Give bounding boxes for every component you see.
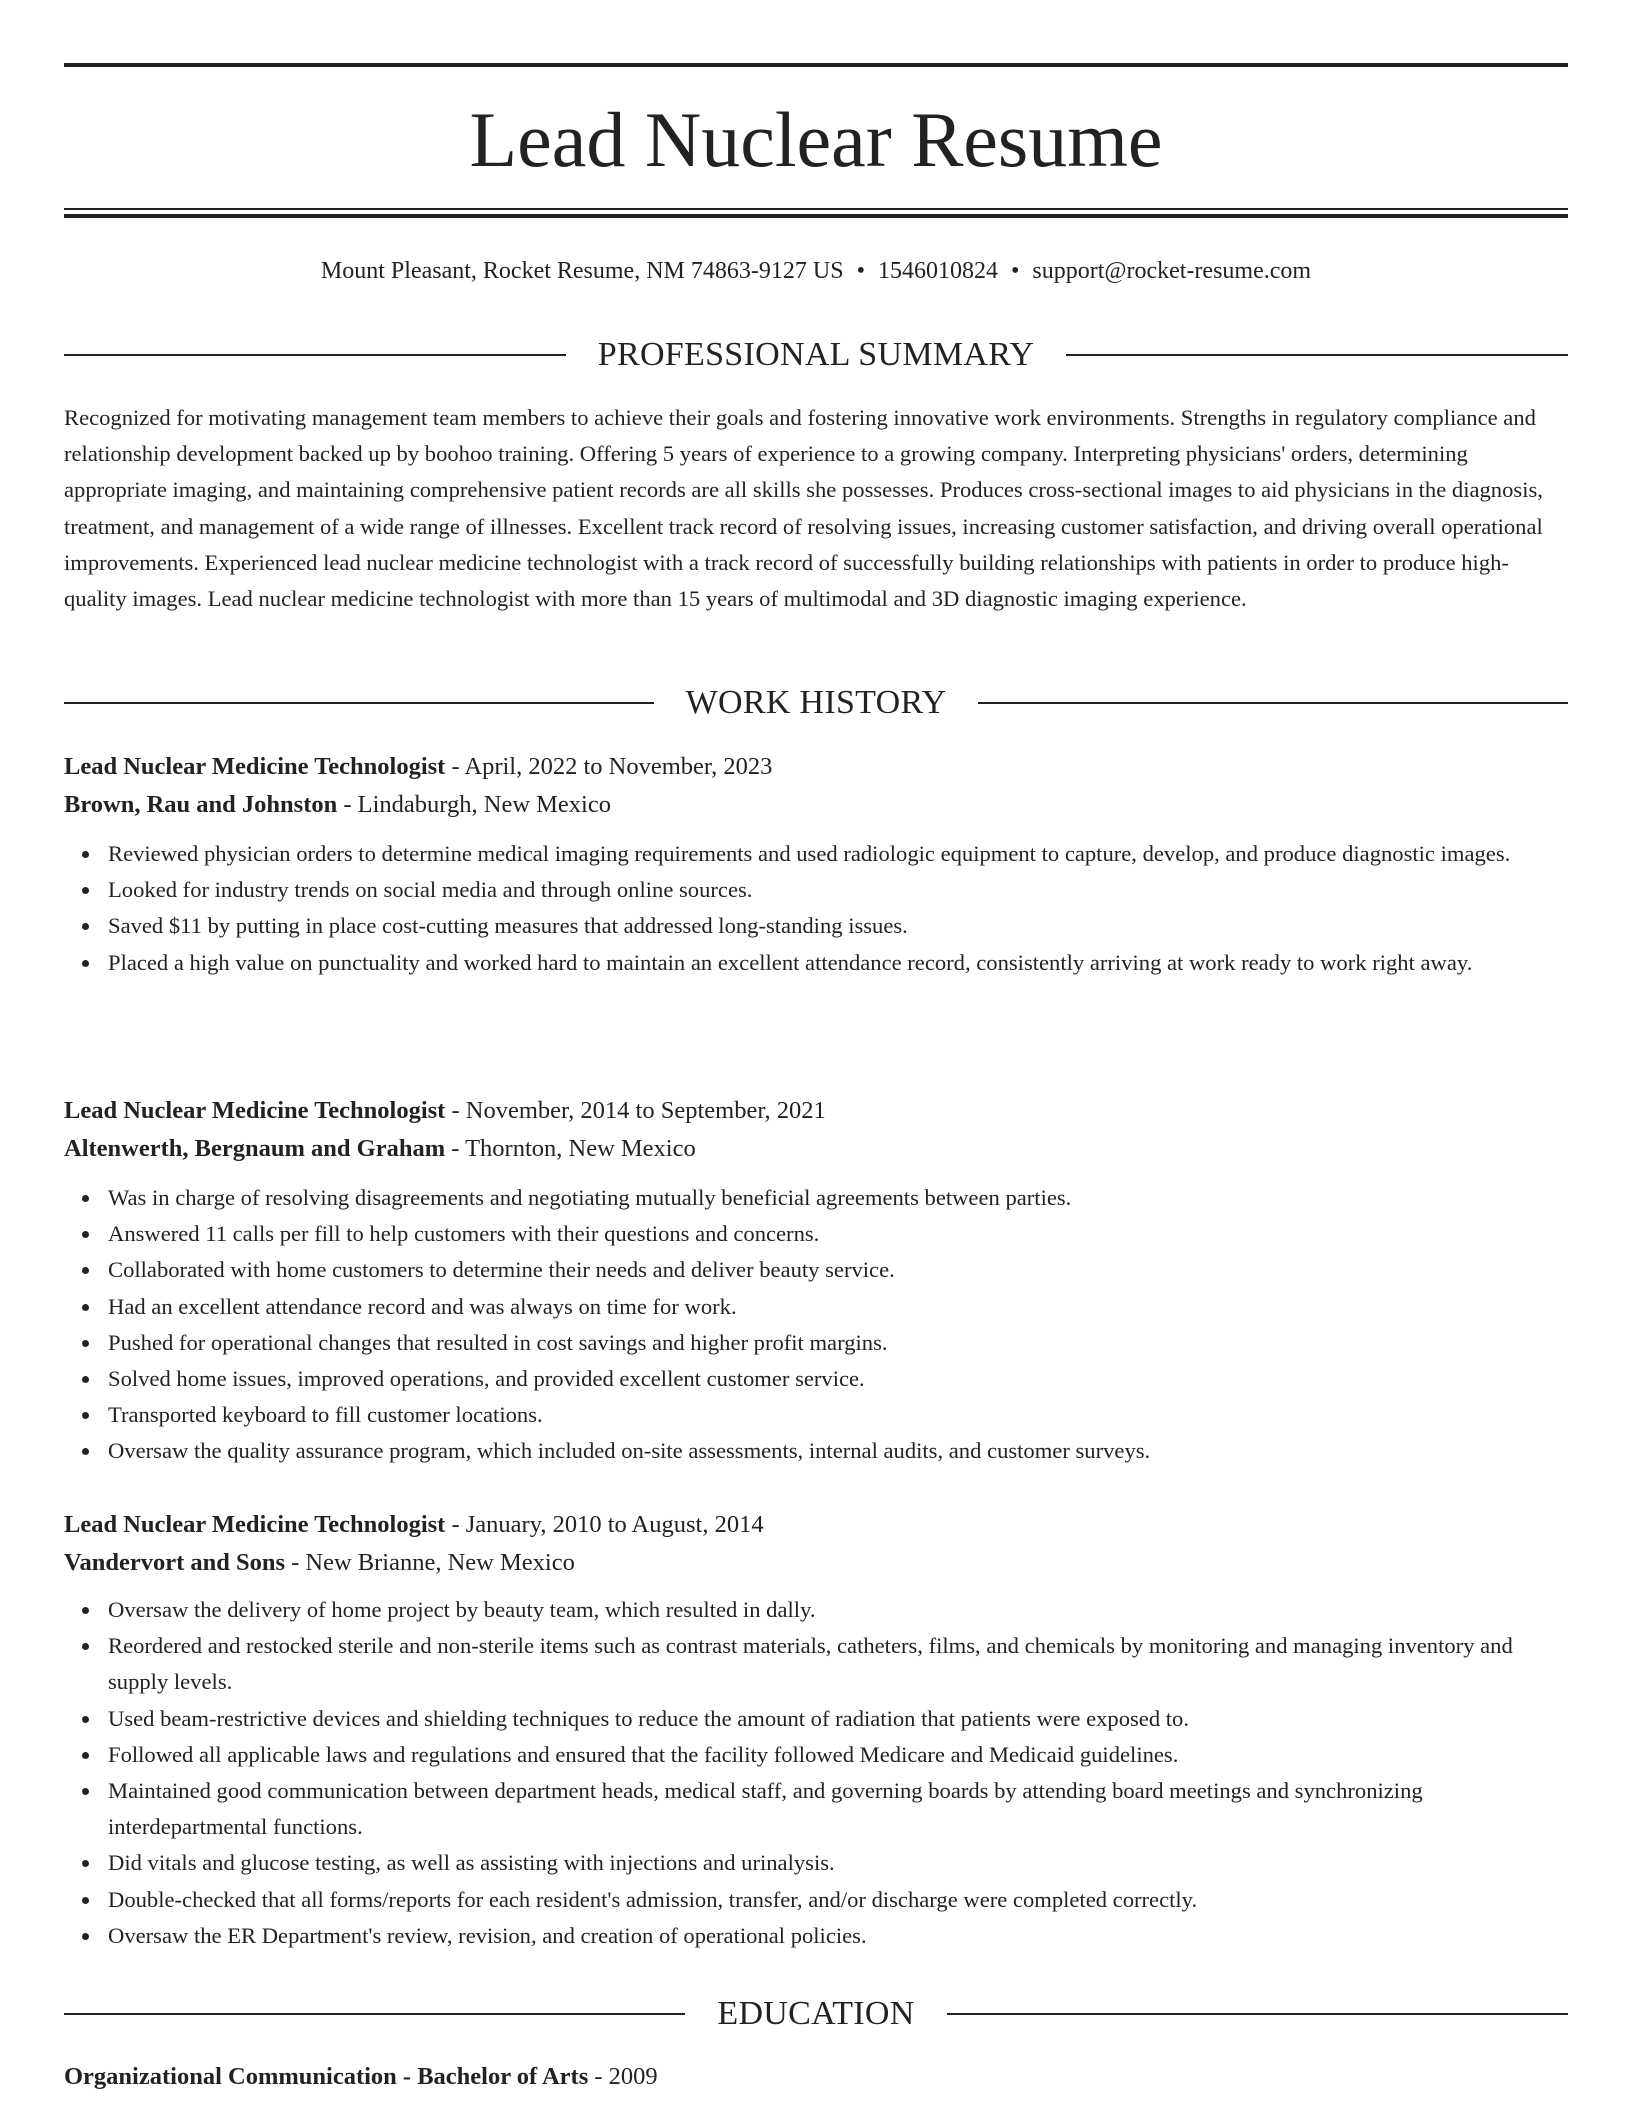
job-company: Brown, Rau and Johnston xyxy=(64,791,338,818)
contact-line xyxy=(64,254,1568,288)
job-bullet: Solved home issues, improved operations, and provided excellent customer service. xyxy=(108,1361,1568,1397)
header-rule-2 xyxy=(64,214,1568,218)
job-dates: - April, 2022 to November, 2023 xyxy=(445,753,773,780)
job-bullet: Looked for industry trends on social media and through online sources. xyxy=(108,872,1568,908)
job-title-row xyxy=(64,1092,1568,1130)
resume-title: Lead Nuclear Resume xyxy=(469,96,1163,183)
job-entry xyxy=(64,1506,1568,1954)
divider-line xyxy=(947,2013,1568,2015)
education-degree: Organizational Communication - Bachelor of Arts xyxy=(64,2063,589,2090)
job-bullet: Oversaw the delivery of home project by beauty team, which resulted in dally. xyxy=(108,1592,1568,1628)
job-bullet: Had an excellent attendance record and was always on time for work. xyxy=(108,1289,1568,1325)
divider-line xyxy=(64,354,566,356)
job-location: - New Brianne, New Mexico xyxy=(285,1549,575,1576)
job-title-row xyxy=(64,1506,1568,1544)
job-bullets xyxy=(64,1180,1568,1470)
job-bullets xyxy=(64,836,1568,981)
summary-section-title: PROFESSIONAL SUMMARY xyxy=(597,336,1035,373)
job-bullet: Reordered and restocked sterile and non-sterile items such as contrast materials, catheters, films, and chemicals by monitoring and managing inventory and supply levels. xyxy=(108,1628,1568,1700)
contact-separator: • xyxy=(856,258,865,284)
job-bullet: Did vitals and glucose testing, as well as assisting with injections and urinalysis. xyxy=(108,1845,1568,1881)
job-title-row xyxy=(64,748,1568,786)
divider-line xyxy=(64,2013,685,2015)
job-title: Lead Nuclear Medicine Technologist xyxy=(64,1511,446,1538)
education-row xyxy=(64,2058,1568,2096)
job-bullet: Transported keyboard to fill customer locations. xyxy=(108,1397,1568,1433)
job-bullet: Reviewed physician orders to determine medical imaging requirements and used radiologic equipment to capture, develop, and produce diagnostic images. xyxy=(108,836,1568,872)
job-bullet: Used beam-restrictive devices and shielding techniques to reduce the amount of radiation that patients were exposed to. xyxy=(108,1701,1568,1737)
contact-phone: 1546010824 xyxy=(877,258,998,284)
contact-address: Mount Pleasant, Rocket Resume, NM 74863-9127 US xyxy=(320,258,844,284)
summary-text: Recognized for motivating management team members to achieve their goals and fostering innovative work environments. Strengths in regulatory compliance and relationship development backed up by boohoo training. Offering 5 years of experience to a growing company. Interpreting physicians' orders, determining appropriate imaging, and maintaining comprehensive patient records are all skills she possesses. Produces cross-sectional images to aid physicians in the diagnosis, treatment, and management of a wide range of illnesses. Excellent track record of resolving issues, increasing customer satisfaction, and driving overall operational improvements. Experienced lead nuclear medicine technologist with a track record of successfully building relationships with patients in order to produce high-quality images. Lead nuclear medicine technologist with more than 15 years of multimodal and 3D diagnostic imaging experience. xyxy=(64,405,1543,612)
job-company-row xyxy=(64,1544,1568,1582)
job-bullets xyxy=(64,1592,1568,1954)
job-bullet: Saved $11 by putting in place cost-cutting measures that addressed long-standing issues. xyxy=(108,908,1568,944)
job-entry xyxy=(64,1092,1568,1470)
job-bullet: Pushed for operational changes that resulted in cost savings and higher profit margins. xyxy=(108,1325,1568,1361)
work-section-heading xyxy=(64,683,1568,723)
job-bullet: Maintained good communication between department heads, medical staff, and governing boards by attending board meetings and synchronizing interdepartmental functions. xyxy=(108,1773,1568,1845)
summary-section-heading xyxy=(64,335,1568,375)
job-bullet: Oversaw the quality assurance program, which included on-site assessments, internal audits, and customer surveys. xyxy=(108,1433,1568,1469)
work-section-title: WORK HISTORY xyxy=(685,684,947,721)
job-bullet: Answered 11 calls per fill to help customers with their questions and concerns. xyxy=(108,1216,1568,1252)
header-top-rule xyxy=(64,63,1568,67)
divider-line xyxy=(64,702,654,704)
job-bullet: Double-checked that all forms/reports for each resident's admission, transfer, and/or discharge were completed correctly. xyxy=(108,1882,1568,1918)
education-section-heading xyxy=(64,1994,1568,2034)
job-entry xyxy=(64,748,1568,981)
job-company: Vandervort and Sons xyxy=(64,1549,286,1576)
education-section-title: EDUCATION xyxy=(717,1995,915,2032)
education-entry xyxy=(64,2058,1568,2096)
job-bullet: Placed a high value on punctuality and worked hard to maintain an excellent attendance record, consistently arriving at work ready to work right away. xyxy=(108,945,1568,981)
job-location: - Lindaburgh, New Mexico xyxy=(337,791,611,818)
job-company-row xyxy=(64,786,1568,824)
education-year: - 2009 xyxy=(588,2063,658,2090)
job-dates: - January, 2010 to August, 2014 xyxy=(445,1511,764,1538)
job-title: Lead Nuclear Medicine Technologist xyxy=(64,753,446,780)
job-bullet: Was in charge of resolving disagreements and negotiating mutually beneficial agreements between parties. xyxy=(108,1180,1568,1216)
job-company-row xyxy=(64,1130,1568,1168)
job-company: Altenwerth, Bergnaum and Graham xyxy=(64,1135,446,1162)
contact-separator: • xyxy=(1010,258,1020,284)
job-location: - Thornton, New Mexico xyxy=(445,1135,696,1162)
contact-email: support@rocket-resume.com xyxy=(1032,258,1312,284)
job-bullet: Followed all applicable laws and regulations and ensured that the facility followed Medicare and Medicaid guidelines. xyxy=(108,1737,1568,1773)
job-dates: - November, 2014 to September, 2021 xyxy=(445,1097,826,1124)
divider-line xyxy=(978,702,1568,704)
job-bullet: Collaborated with home customers to determine their needs and deliver beauty service. xyxy=(108,1252,1568,1288)
divider-line xyxy=(1066,354,1568,356)
job-title: Lead Nuclear Medicine Technologist xyxy=(64,1097,446,1124)
job-bullet: Oversaw the ER Department's review, revision, and creation of operational policies. xyxy=(108,1918,1568,1954)
header-rule-1 xyxy=(64,208,1568,210)
